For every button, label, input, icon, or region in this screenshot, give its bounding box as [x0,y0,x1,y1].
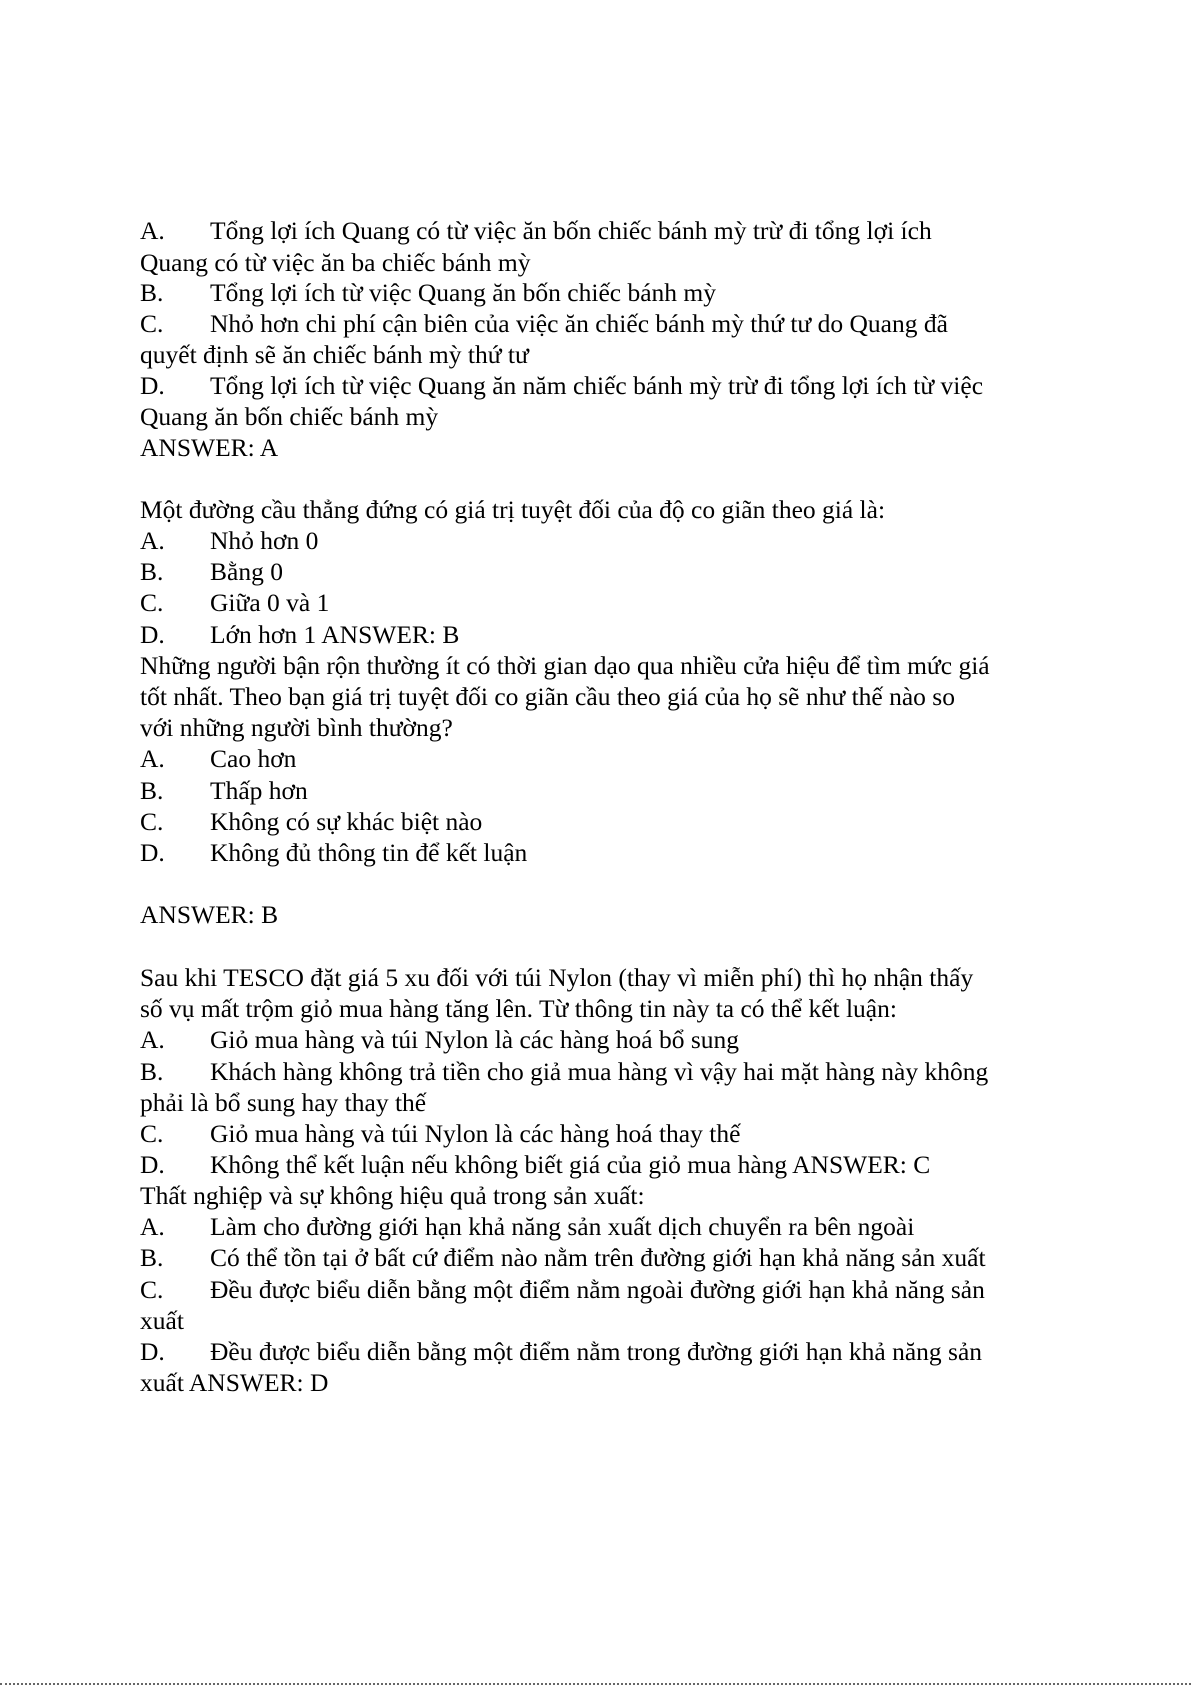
option-marker: C. [140,1119,164,1148]
option-marker: C. [140,807,164,836]
option-text: Đều được biểu diễn bằng một điểm nằm ngoài đường giới hạn khả năng sản [210,1275,985,1304]
option-text: Làm cho đường giới hạn khả năng sản xuất dịch chuyển ra bên ngoài [210,1212,915,1241]
q3-answer: ANSWER: B [140,900,279,929]
option-marker: B. [140,557,164,586]
option-marker: A. [140,526,165,555]
q1-option-a [140,215,932,247]
option-marker: D. [140,838,165,867]
option-text: Đều được biểu diễn bằng một điểm nằm trong đường giới hạn khả năng sản [210,1337,983,1366]
q5-option-c [140,1274,985,1306]
option-marker: C. [140,309,164,338]
option-marker: B. [140,776,164,805]
q2-option-d [140,619,459,651]
q4-option-b [140,1056,988,1088]
option-text: Lớn hơn 1 ANSWER: B [210,620,460,649]
q3-question-line3: với những người bình thường? [140,713,453,742]
q3-question-line1: Những người bận rộn thường ít có thời gian dạo qua nhiều cửa hiệu để tìm mức giá [140,651,990,680]
option-text: Bằng 0 [210,557,283,586]
option-marker: A. [140,744,165,773]
q1-option-c [140,308,948,340]
q1-option-d [140,370,983,402]
q5-question: Thất nghiệp và sự không hiệu quả trong sản xuất: [140,1181,645,1210]
option-marker: D. [140,1150,165,1179]
option-text: Giỏ mua hàng và túi Nylon là các hàng hoá bổ sung [210,1025,740,1054]
q2-option-c [140,587,329,619]
q3-option-d [140,837,527,869]
q4-question-line1: Sau khi TESCO đặt giá 5 xu đối với túi Nylon (thay vì miễn phí) thì họ nhận thấy [140,963,974,992]
q3-question-line2: tốt nhất. Theo bạn giá trị tuyệt đối co giãn cầu theo giá của họ sẽ như thế nào so [140,682,955,711]
q4-option-c [140,1118,740,1150]
q1-option-c-cont: quyết định sẽ ăn chiếc bánh mỳ thứ tư [140,340,529,369]
q2-option-b [140,556,283,588]
q3-option-a [140,743,296,775]
option-text: Nhỏ hơn 0 [210,526,319,555]
q1-option-b [140,277,716,309]
q4-option-d [140,1149,930,1181]
q3-option-c [140,806,482,838]
option-text: Thấp hơn [210,776,308,805]
option-text: Không đủ thông tin để kết luận [210,838,528,867]
option-text: Không có sự khác biệt nào [210,807,483,836]
option-marker: D. [140,371,165,400]
option-marker: B. [140,1243,164,1272]
q3-option-b [140,775,308,807]
option-marker: C. [140,588,164,617]
option-text: Nhỏ hơn chi phí cận biên của việc ăn chiếc bánh mỳ thứ tư do Quang đã [210,309,948,338]
option-marker: C. [140,1275,164,1304]
q1-answer: ANSWER: A [140,433,279,462]
q2-option-a [140,525,318,557]
option-text: Tổng lợi ích từ việc Quang ăn năm chiếc bánh mỳ trừ đi tổng lợi ích từ việc [210,371,984,400]
q5-option-a [140,1211,914,1243]
option-marker: B. [140,278,164,307]
option-text: Có thể tồn tại ở bất cứ điểm nào nằm trên đường giới hạn khả năng sản xuất [210,1243,986,1272]
option-text: Tổng lợi ích Quang có từ việc ăn bốn chiếc bánh mỳ trừ đi tổng lợi ích [210,216,932,245]
q5-option-c-cont: xuất [140,1306,184,1335]
option-marker: B. [140,1057,164,1086]
option-text: Không thể kết luận nếu không biết giá của giỏ mua hàng ANSWER: C [210,1150,931,1179]
option-marker: D. [140,620,165,649]
q1-option-d-cont: Quang ăn bốn chiếc bánh mỳ [140,402,439,431]
q4-question-line2: số vụ mất trộm giỏ mua hàng tăng lên. Từ thông tin này ta có thể kết luận: [140,994,897,1023]
q4-option-a [140,1024,739,1056]
option-marker: A. [140,1212,165,1241]
option-text: Khách hàng không trả tiền cho giả mua hàng vì vậy hai mặt hàng này không [210,1057,989,1086]
q5-option-b [140,1242,986,1274]
option-marker: D. [140,1337,165,1366]
q5-option-d [140,1336,982,1368]
q4-option-b-cont: phải là bổ sung hay thay thế [140,1088,427,1117]
option-marker: A. [140,216,165,245]
option-marker: A. [140,1025,165,1054]
q2-question: Một đường cầu thẳng đứng có giá trị tuyệt đối của độ co giãn theo giá là: [140,495,886,524]
option-text: Cao hơn [210,744,297,773]
q1-option-a-cont: Quang có từ việc ăn ba chiếc bánh mỳ [140,248,531,277]
q5-option-d-cont: xuất ANSWER: D [140,1368,329,1397]
option-text: Giữa 0 và 1 [210,588,330,617]
option-text: Giỏ mua hàng và túi Nylon là các hàng hoá thay thế [210,1119,741,1148]
option-text: Tổng lợi ích từ việc Quang ăn bốn chiếc bánh mỳ [210,278,717,307]
